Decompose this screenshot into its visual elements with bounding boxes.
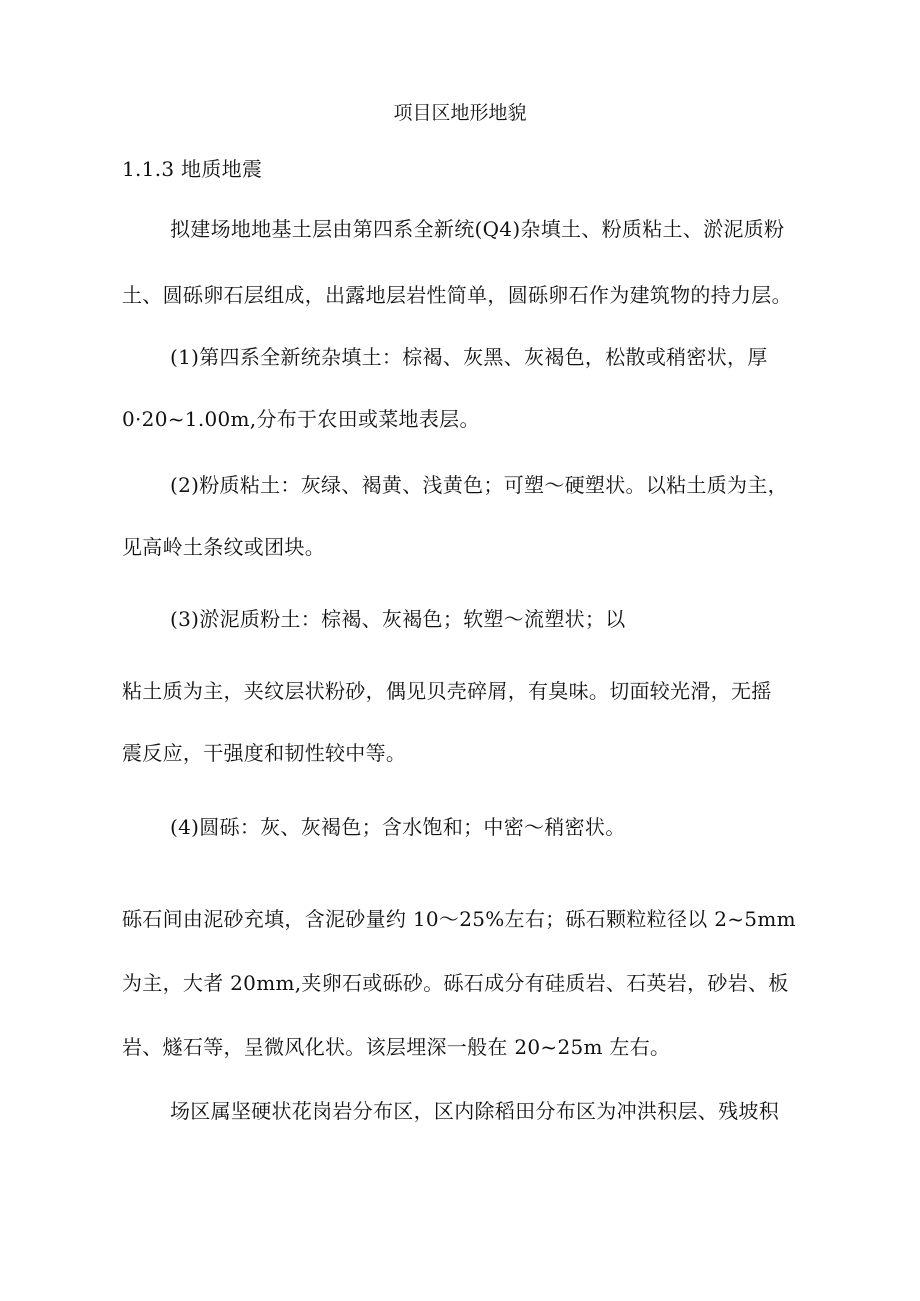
paragraph-line: 场区属坚硬状花岗岩分布区，区内除稻田分布区为冲洪积层、残坡积 bbox=[170, 1099, 779, 1123]
paragraph-line: 0·20~1.00m,分布于农田或菜地表层。 bbox=[122, 407, 480, 431]
page-title: 项目区地形地貌 bbox=[393, 102, 527, 124]
paragraph-line: 土、圆砾卵石层组成，出露地层岩性简单，圆砾卵石作为建筑物的持力层。 bbox=[122, 283, 792, 307]
paragraph-line: 岩、燧石等，呈微风化状。该层埋深一般在 20~25m 左右。 bbox=[122, 1035, 671, 1059]
paragraph-line: 粘土质为主，夹纹层状粉砂，偶见贝壳碎屑，有臭味。切面较光滑，无摇 bbox=[122, 679, 772, 703]
paragraph-line: 砾石间由泥砂充填，含泥砂量约 10～25%左右；砾石颗粒粒径以 2~5mm bbox=[122, 907, 796, 931]
paragraph-line: (3)淤泥质粉土：棕褐、灰褐色；软塑～流塑状；以 bbox=[170, 607, 626, 631]
paragraph-line: 为主，大者 20mm,夹卵石或砾砂。砾石成分有硅质岩、石英岩，砂岩、板 bbox=[122, 971, 789, 995]
section-heading: 1.1.3 地质地震 bbox=[122, 157, 263, 181]
paragraph-line: 拟建场地地基土层由第四系全新统(Q4)杂填土、粉质粘土、淤泥质粉 bbox=[170, 217, 785, 241]
paragraph-line: 见高岭土条纹或团块。 bbox=[122, 535, 325, 559]
paragraph-line: (1)第四系全新统杂填土：棕褐、灰黑、灰褐色，松散或稍密状，厚 bbox=[170, 345, 768, 369]
paragraph-line: (2)粉质粘土：灰绿、褐黄、浅黄色；可塑～硬塑状。以粘土质为主， bbox=[170, 473, 788, 497]
paragraph-line: 震反应，干强度和韧性较中等。 bbox=[122, 741, 407, 765]
paragraph-line: (4)圆砾：灰、灰褐色；含水饱和；中密～稍密状。 bbox=[170, 815, 626, 839]
